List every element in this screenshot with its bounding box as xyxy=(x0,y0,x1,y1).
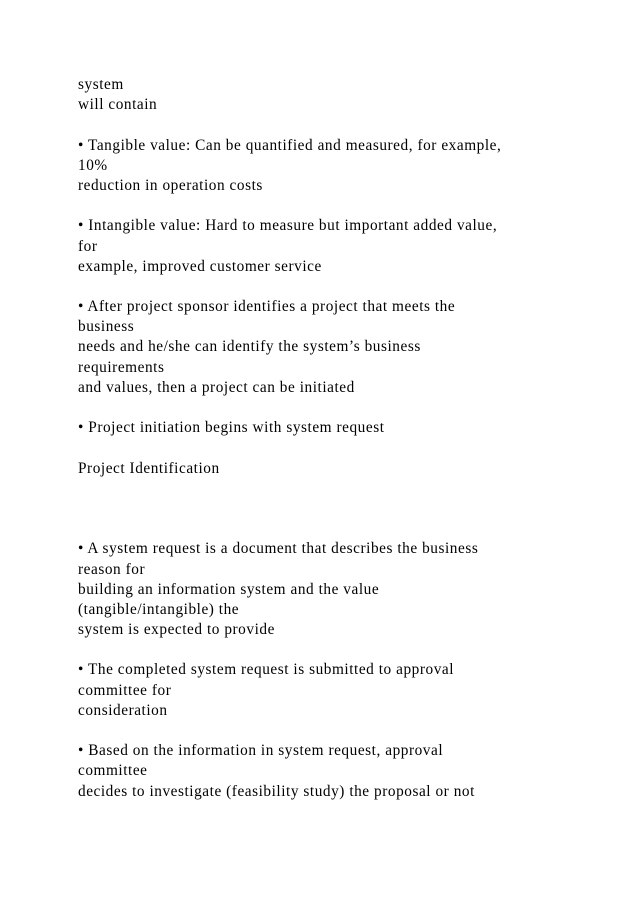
blank-line xyxy=(78,438,598,458)
bullet-approval-committee: • The completed system request is submitted to approval xyxy=(78,661,455,679)
bullet-feasibility-decision: • Based on the information in system request, approval xyxy=(78,742,444,760)
text-line: business xyxy=(78,318,135,336)
text-line: committee xyxy=(78,762,148,780)
bullet-tangible-value: • Tangible value: Can be quantified and measured, for example, xyxy=(78,136,502,154)
text-line: consideration xyxy=(78,701,168,719)
text-line: system xyxy=(78,76,124,93)
blank-line xyxy=(78,277,598,297)
blank-line xyxy=(78,398,598,418)
text-line: system is expected to provide xyxy=(78,621,275,639)
text-line: requirements xyxy=(78,358,165,376)
text-line: needs and he/she can identify the system’s business xyxy=(78,338,421,356)
blank-line xyxy=(78,196,598,216)
blank-line xyxy=(78,479,598,499)
text-line: (tangible/intangible) the xyxy=(78,600,240,618)
text-line: will contain xyxy=(78,96,158,114)
bullet-system-request: • A system request is a document that describes the business xyxy=(78,540,479,558)
text-line: decides to investigate (feasibility study) the proposal or not xyxy=(78,782,475,800)
blank-line xyxy=(78,721,598,741)
blank-line xyxy=(78,640,598,660)
text-line: building an information system and the value xyxy=(78,580,380,598)
text-line: committee for xyxy=(78,681,172,699)
bullet-project-initiation: • Project initiation begins with system request xyxy=(78,419,385,437)
document-body xyxy=(78,75,598,802)
blank-line xyxy=(78,519,598,539)
bullet-intangible-value: • Intangible value: Hard to measure but important added value, xyxy=(78,217,498,235)
section-heading: Project Identification xyxy=(78,459,220,477)
text-line: reduction in operation costs xyxy=(78,176,263,194)
text-line: example, improved customer service xyxy=(78,257,322,275)
blank-line xyxy=(78,115,598,135)
text-line: and values, then a project can be initiated xyxy=(78,378,355,396)
text-line: reason for xyxy=(78,560,146,578)
text-line: 10% xyxy=(78,156,108,174)
bullet-project-sponsor: • After project sponsor identifies a project that meets the xyxy=(78,298,456,316)
blank-line xyxy=(78,499,598,519)
text-line: for xyxy=(78,237,98,255)
